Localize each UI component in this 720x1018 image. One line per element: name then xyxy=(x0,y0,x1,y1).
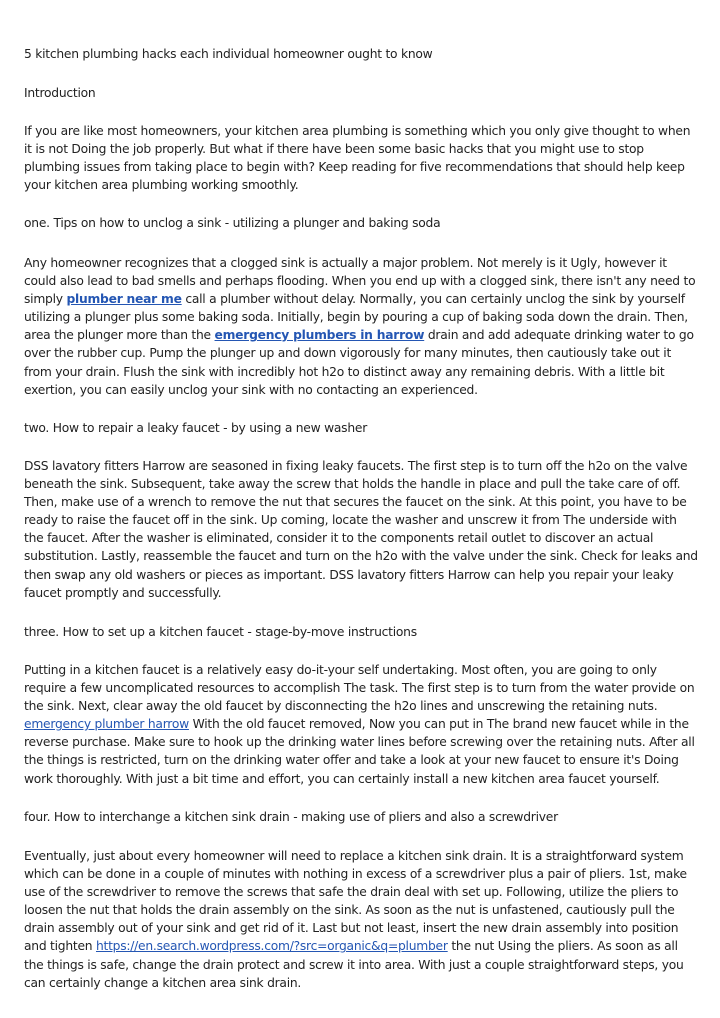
emergency-plumber-harrow-link[interactable]: emergency plumber harrow xyxy=(24,717,189,732)
plumber-near-me-link[interactable]: plumber near me xyxy=(66,292,182,307)
document-title: 5 kitchen plumbing hacks each individual homeowner ought to know xyxy=(24,47,433,61)
section-4-heading: four. How to interchange a kitchen sink drain - making use of pliers and also a screwdriver xyxy=(24,810,558,824)
intro-heading: Introduction xyxy=(24,86,96,100)
section-2-paragraph: DSS lavatory fitters Harrow are seasoned in fixing leaky faucets. The first step is to turn off the h2o on the valve beneath the sink. Subsequent, take away the screw that holds the handle in place and pull the take care of off. Then, make use of a wrench to remove the nut that secures the faucet on the sink. At this point, you have to be ready to raise the faucet off in the sink. Up coming, locate the washer and unscrew it from The underside with the faucet. After the washer is eliminated, consider it to the components retail outlet to discover an actual substitution. Lastly, reassemble the faucet and turn on the h2o with the valve under the sink. Check for leaks and then swap any old washers or pieces as important. DSS lavatory fitters Harrow can help you repair your leaky faucet promptly and successfully. xyxy=(24,459,698,600)
section-1-text-c: drain and add adequate drinking water to go over the rubber cup. Pump the plunger up and down vigorously for many minutes, then cautiously take out it from your drain. Flush the sink with incredibly hot h2o to distinct away any remaining debris. With a little bit exertion, you can easily unclog your sink with no contacting an experienced. xyxy=(24,328,694,397)
intro-paragraph: If you are like most homeowners, your kitchen area plumbing is something which you only give thought to when it is not Doing the job properly. But what if there have been some basic hacks that you might use to stop plumbing issues from taking place to begin with? Keep reading for five recommendations that should help keep your kitchen area plumbing working smoothly. xyxy=(24,124,691,193)
section-1-heading: one. Tips on how to unclog a sink - utilizing a plunger and baking soda xyxy=(24,216,441,230)
section-4-paragraph xyxy=(24,847,698,992)
section-2-heading: two. How to repair a leaky faucet - by using a new washer xyxy=(24,421,368,435)
section-4-text-b: the nut Using the pliers. As soon as all the things is safe, change the drain protect and screw it into area. With just a couple straightforward steps, you can certainly change a kitchen area sink drain. xyxy=(24,939,684,990)
section-3-paragraph xyxy=(24,661,698,788)
wordpress-search-link[interactable]: https://en.search.wordpress.com/?src=organic&q=plumber xyxy=(95,939,448,954)
emergency-plumbers-harrow-link[interactable]: emergency plumbers in harrow xyxy=(214,328,425,343)
section-1-text-b: call a plumber without delay. Normally, you can certainly unclog the sink by yourself utilizing a plunger plus some baking soda. Initially, begin by pouring a cup of baking soda down the drain. Then, area the plunger more than the xyxy=(24,292,688,343)
section-4-text-a: Eventually, just about every homeowner will need to replace a kitchen sink drain. It is a straightforward system which can be done in a couple of minutes with nothing in excess of a screwdriver plus a pair of pliers. 1st, make use of the screwdriver to remove the screws that safe the drain deal with set up. Following, utilize the pliers to loosen the nut that holds the drain assembly on the sink. As soon as the nut is unfastened, cautiously pull the drain assembly out of your sink and get rid of it. Last but not least, insert the new drain assembly into position and tighten xyxy=(24,849,687,954)
section-1-text-a: Any homeowner recognizes that a clogged sink is actually a major problem. Not merely is it Ugly, however it could also lead to bad smells and perhaps flooding. When you end up with a clogged sink, there isn't any need to simply xyxy=(24,256,696,307)
section-3-text-b: With the old faucet removed, Now you can put in The brand new faucet while in the reverse purchase. Make sure to hook up the drinking water lines before screwing over the retaining nuts. After all the things is restricted, turn on the drinking water offer and take a look at your new faucet to ensure it's Doing work thoroughly. With just a bit time and effort, you can certainly install a new kitchen area faucet yourself. xyxy=(24,717,695,786)
section-3-heading: three. How to set up a kitchen faucet - stage-by-move instructions xyxy=(24,625,417,639)
section-3-text-a: Putting in a kitchen faucet is a relatively easy do-it-your self undertaking. Most often, you are going to only require a few uncomplicated resources to accomplish The task. The first step is to turn from the water provide on the sink. Next, clear away the old faucet by disconnecting the h2o lines and unscrewing the retaining nuts. xyxy=(24,663,695,714)
section-1-paragraph xyxy=(24,254,698,399)
